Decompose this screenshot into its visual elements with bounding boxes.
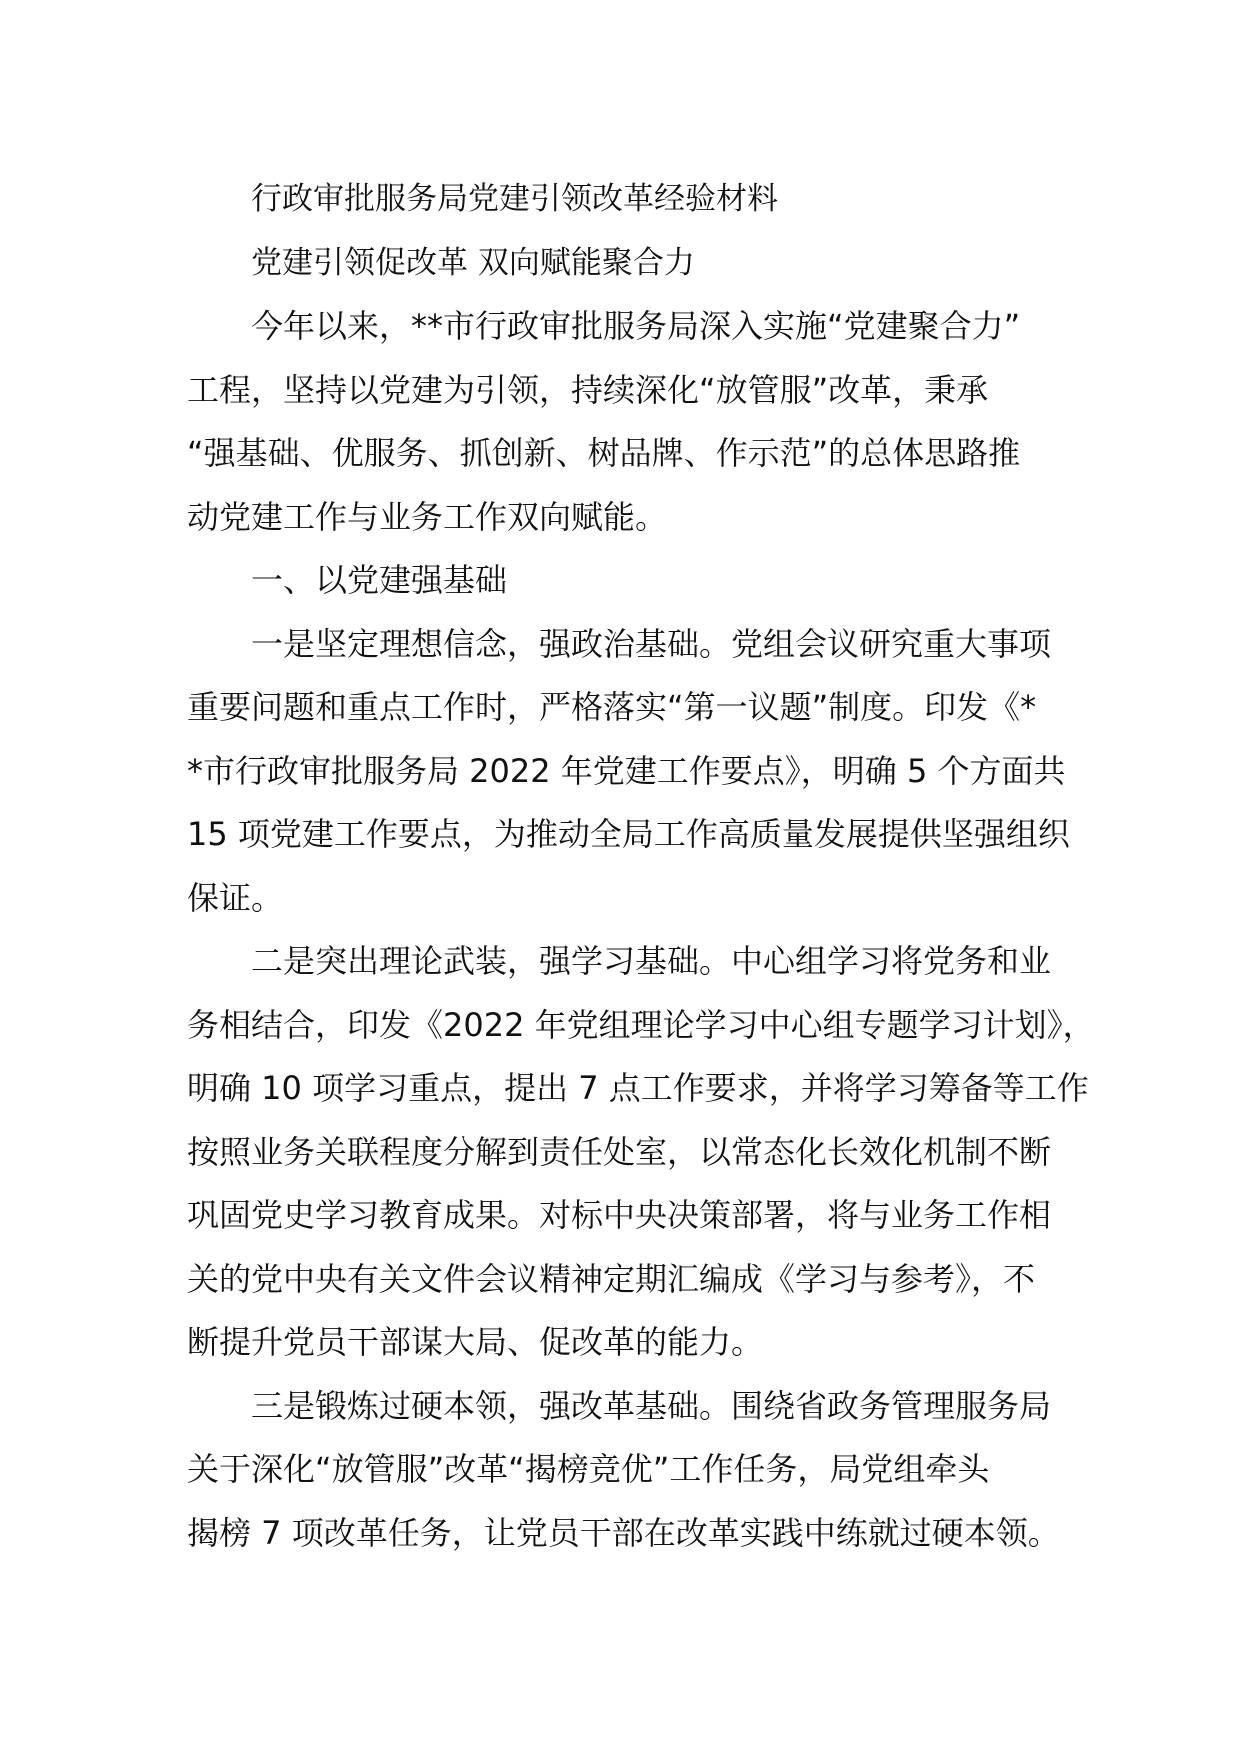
paragraph-line: 重要问题和重点工作时，严格落实“第一议题”制度。印发《* [187,688,1037,726]
paragraph-line: 二是突出理论武装，强学习基础。中心组学习将党务和业 [251,942,1052,980]
paragraph-line: 按照业务关联程度分解到责任处室，以常态化长效化机制不断 [187,1132,1052,1171]
paragraph-line: 15 项党建工作要点，为推动全局工作高质量发展提供坚强组织 [187,815,1070,853]
paragraph-2 [187,930,1095,1375]
intro-line: 今年以来，**市行政审批服务局深入实施“党建聚合力” [251,307,1021,345]
paragraph-line: 断提升党员干部谋大局、促改革的能力。 [187,1323,764,1361]
paragraph-line: 揭榜 7 项改革任务，让党员干部在改革实践中练就过硬本领。 [187,1513,1060,1552]
paragraph-line: 务相结合，印发《2022 年党组理论学习中心组专题学习计划》， [187,1005,1095,1044]
paragraph-line: 关于深化“放管服”改革“揭榜竞优”工作任务，局党组牵头 [187,1450,990,1488]
paragraph-line: 关的党中央有关文件会议精神定期汇编成《学习与参考》，不 [187,1259,1036,1298]
intro-line: “强基础、优服务、抓创新、树品牌、作示范”的总体思路推 [187,434,1021,472]
paragraph-line: *市行政审批服务局 2022 年党建工作要点》，明确 5 个方面共 [187,751,1066,790]
section-heading: 一、以党建强基础 [251,561,508,599]
paragraph-line: 保证。 [187,878,284,917]
paragraph-line: 一是坚定理想信念，强政治基础。党组会议研究重大事项 [251,624,1052,663]
paragraph-3 [187,1375,1060,1566]
intro-paragraph [187,295,1053,549]
document-subtitle: 党建引领促改革 双向赋能聚合力 [251,244,695,281]
document-title: 行政审批服务局党建引领改革经验材料 [251,181,778,217]
paragraph-line: 三是锻炼过硬本领，强改革基础。围绕省政务管理服务局 [251,1386,1052,1425]
intro-line: 动党建工作与业务工作双向赋能。 [187,497,668,536]
intro-line: 工程，坚持以党建为引领，持续深化“放管服”改革，秉承 [187,370,989,409]
document-body [187,168,1095,1565]
paragraph-line: 明确 10 项学习重点，提出 7 点工作要求，并将学习筹备等工作 [187,1069,1089,1107]
paragraph-1 [187,613,1070,931]
paragraph-line: 巩固党史学习教育成果。对标中央决策部署，将与业务工作相 [187,1196,1052,1234]
